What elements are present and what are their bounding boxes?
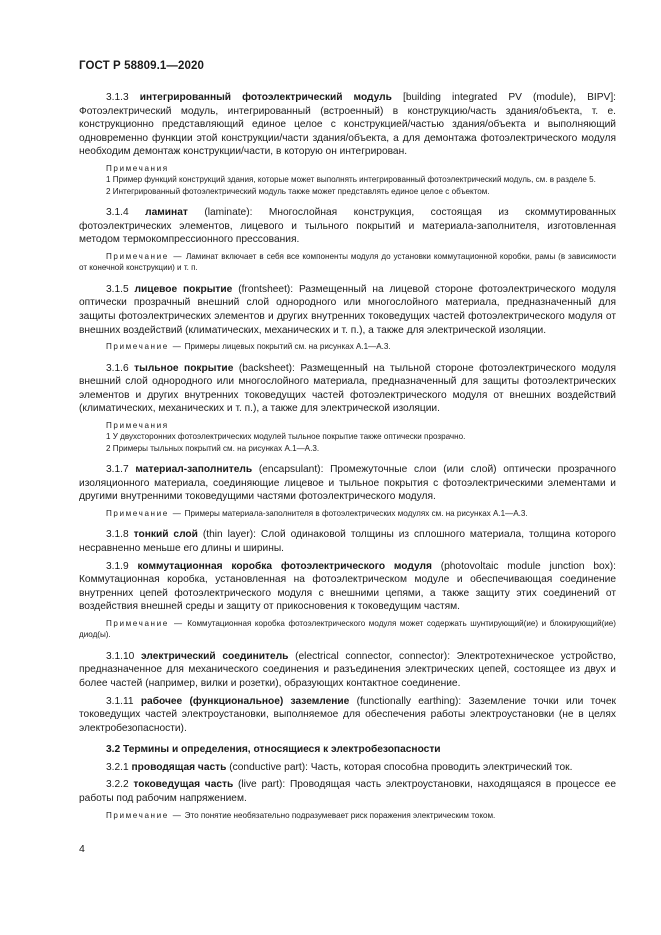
term-title: интегрированный фотоэлектрический модуль — [139, 92, 392, 103]
term-3-1-4: 3.1.4 ламинат (laminate): Многослойная конструкция, состоящая из скоммутированных фотоэлектрических элементов, лицевого и тыльного покрытий и материала-заполнителя, изготовленная методом термокомпрессионного прессования. — [79, 207, 616, 246]
term-title: коммутационная коробка фотоэлектрического модуля — [137, 560, 432, 572]
term-title: ламинат — [145, 207, 188, 219]
term-3-1-10: 3.1.10 электрический соединитель (electrical connector, connector): Электротехническое устройство, предназначенное для механического соединения и разъединения электрических цепей, состоящее из двух и более частей (например, вилки и розетки), образующих контактное соединение. — [79, 650, 616, 689]
document-header: ГОСТ Р 58809.1—2020 — [79, 60, 204, 72]
note-block: Примечания 1 У двухсторонних фотоэлектрических модулей тыльное покрытие также оптически прозрачно. 2 Примеры тыльных покрытий см. на рисунках А.1—А.3. — [106, 420, 466, 453]
note-block: Примечания 1 Пример функций конструкций здания, которые может выполнять интегрированный фотоэлектрический модуль, см. в разделе 5. 2 Интегрированный фотоэлектрический модуль также может представлять единое целое с объектом. — [106, 163, 596, 196]
term-3-1-11: 3.1.11 рабочее (функциональное) заземление (functionally earthing): Заземление точки или точек токоведущих частей электроустановки, выполняемое для обеспечения работы электроустановки (не в целях электробезопасности). — [79, 695, 616, 734]
term-3-2-2: 3.2.2 токоведущая часть (live part): Проводящая часть электроустановки, находящаяся в процессе ее работы под рабочим напряжением. — [79, 779, 616, 805]
section-heading-3-2: 3.2 Термины и определения, относящиеся к электробезопасности — [106, 744, 441, 756]
term-title: лицевое покрытие — [134, 283, 233, 295]
term-title: рабочее (функциональное) заземление — [140, 695, 350, 707]
term-title: материал-заполнитель — [135, 464, 253, 476]
note-block: Примечание — Ламинат включает в себя все компоненты модуля до установки коммутационной коробки, рамы (в зависимости от конечной конструкции) и т. п. — [79, 251, 616, 273]
term-3-1-5: 3.1.5 лицевое покрытие (frontsheet): Размещенный на лицевой стороне фотоэлектрического модуля оптически прозрачный внешний слой однородного или многослойного материала, предназначенный для защиты фотоэлектрических элементов и других внутренних токоведущих частей фотоэлектрического модуля от внешних воздействий (климатических, механических и т. п.), а также для электрической изоляции. — [79, 283, 616, 336]
note-block: Примечание — Примеры материала-заполнителя в фотоэлектрических модулях см. на рисунках А.1—А.3. — [106, 508, 528, 518]
term-title: электрический соединитель — [141, 650, 289, 662]
term-3-2-1: 3.2.1 проводящая часть (conductive part): Часть, которая способна проводить электрический ток. — [106, 761, 573, 773]
note-block: Примечание — Коммутационная коробка фотоэлектрического модуля может содержать шунтирующий(ие) и блокирующий(ие) диод(ы). — [79, 618, 617, 640]
term-3-1-6: 3.1.6 тыльное покрытие (backsheet): Размещенный на тыльной стороне фотоэлектрического модуля внешний слой однородного или многослойного материала, предназначенный для защиты фотоэлектрических элементов и других внутренних токоведущих частей фотоэлектрического модуля от внешних воздействий (климатических, механических и т. п.), а также для электрической изоляции. — [79, 362, 616, 415]
note-block: Примечание — Примеры лицевых покрытий см. на рисунках А.1—А.3. — [106, 342, 391, 352]
term-title: тыльное покрытие — [134, 362, 234, 374]
page-number: 4 — [79, 843, 85, 855]
term-3-1-9: 3.1.9 коммутационная коробка фотоэлектрического модуля (photovoltaic module junction box): Коммутационная коробка, установленная на фотоэлектрическом модуле и обеспечивающая соединение внутренних цепей фотоэлектрического модуля с внешними цепями, а также защиту этих соединений от воздействия внешней среды и защиту от прикосновения к токоведущим частям. — [79, 560, 616, 613]
term-3-1-8: 3.1.8 тонкий слой (thin layer): Слой одинаковой толщины из сплошного материала, толщина которого несравненно меньше его длины и ширины. — [79, 529, 616, 554]
term-3-1-3: 3.1.3 интегрированный фотоэлектрический модуль [building integrated PV (module), BIPV]: Фотоэлектрический модуль, интегрированный (встроенный) в конструкцию/часть здания/объекта, т. е. конструкционно представляющий единое целое с конструкцией/частью здания/объекта и выполняющий одновременно функции этой конструкции/части здания/объекта, а для демонтажа фотоэлектрического модуля необходим демонтаж конструкции/части, в которую он интегрирован. — [79, 92, 617, 158]
note-block: Примечание — Это понятие необязательно подразумевает риск поражения электрическим током. — [106, 810, 496, 820]
document-body — [79, 91, 616, 825]
term-3-1-7: 3.1.7 материал-заполнитель (encapsulant): Промежуточные слои (или слой) оптически прозрачного изоляционного материала, соединяющие лицевое и тыльное покрытия с фотоэлектрическими элементами и другими внутренними токоведущими частями фотоэлектрического модуля. — [79, 464, 616, 503]
term-title: проводящая часть — [131, 761, 227, 773]
term-title: токоведущая часть — [133, 779, 234, 791]
term-title: тонкий слой — [133, 529, 198, 541]
